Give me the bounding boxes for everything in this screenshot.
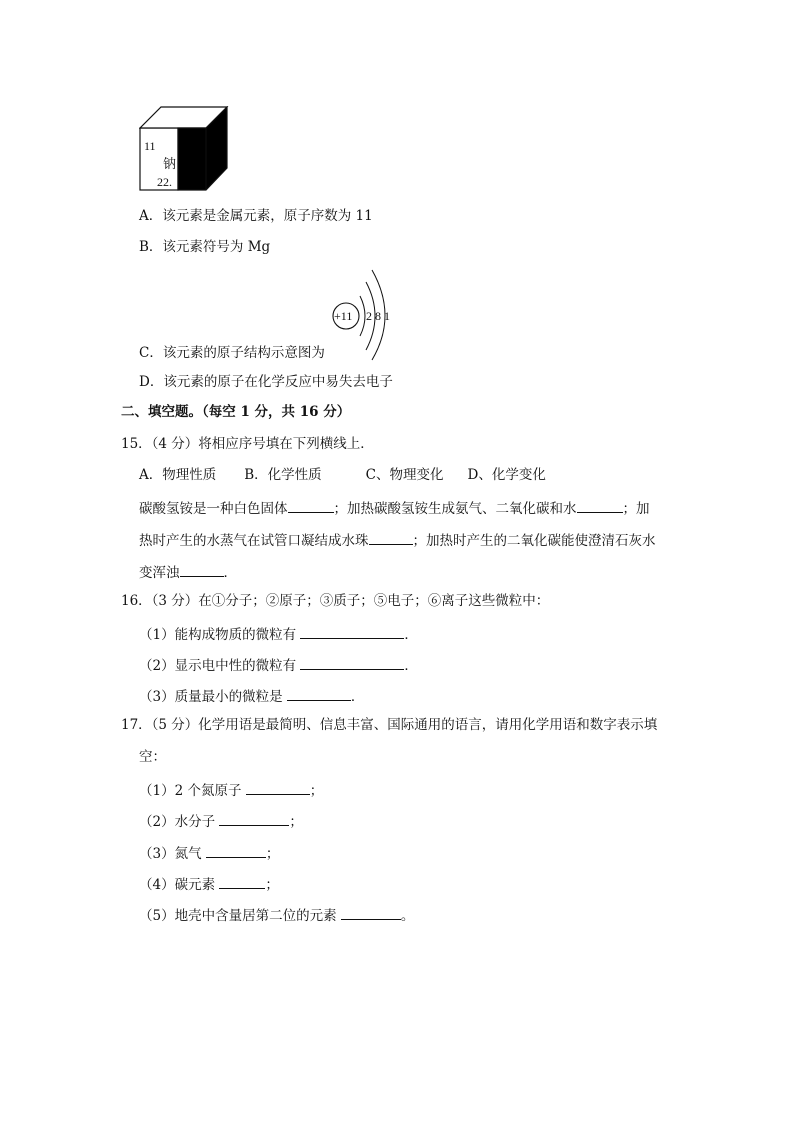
q17-blank-3[interactable] bbox=[206, 845, 266, 858]
q16-sub-1-end: ． bbox=[404, 627, 418, 643]
q17-stem-line-1: 17．（5 分）化学用语是最简明、信息丰富、国际通用的语言，请用化学用语和数字表示填 bbox=[121, 717, 658, 733]
q17-sub-3-end: ； bbox=[265, 846, 280, 862]
atom-nucleus-charge: +11 bbox=[334, 309, 353, 323]
q16-sub-2-end: ． bbox=[404, 658, 418, 674]
q17-sub-2-end: ； bbox=[289, 814, 303, 830]
q16-sub-1 bbox=[139, 626, 418, 643]
q15-line-1 bbox=[139, 500, 650, 517]
q16-sub-2 bbox=[139, 657, 418, 674]
q15-text-1b: ；加热碳酸氢铵生成氨气、二氧化碳和水 bbox=[333, 501, 577, 517]
q15-blank-4[interactable] bbox=[180, 564, 224, 577]
q17-blank-2[interactable] bbox=[219, 813, 289, 826]
q17-stem-line-2: 空： bbox=[139, 749, 166, 765]
q17-blank-1[interactable] bbox=[246, 782, 310, 795]
q17-sub-5 bbox=[139, 907, 414, 924]
q15-option-a: A．物理性质 bbox=[139, 467, 217, 483]
q17-sub-3-text: （3）氮气 bbox=[139, 846, 202, 862]
q17-sub-1 bbox=[139, 782, 323, 799]
q15-text-3b: ． bbox=[223, 565, 237, 581]
q15-line-3 bbox=[139, 564, 237, 581]
q14-option-d: D．该元素的原子在化学反应中易失去电子 bbox=[139, 374, 393, 390]
q15-blank-3[interactable] bbox=[369, 532, 413, 545]
q17-sub-5-text: （5）地壳中含量居第二位的元素 bbox=[139, 908, 337, 924]
q15-text-1c: ；加 bbox=[622, 501, 650, 517]
q14-option-c: C．该元素的原子结构示意图为 bbox=[139, 345, 325, 361]
q17-blank-5[interactable] bbox=[341, 907, 401, 920]
q16-sub-3 bbox=[139, 688, 364, 705]
q15-blank-2[interactable] bbox=[577, 500, 623, 513]
q15-blank-1[interactable] bbox=[288, 500, 334, 513]
q17-sub-4-end: ； bbox=[265, 877, 279, 893]
q15-option-d: D、化学变化 bbox=[467, 467, 546, 483]
q16-sub-1-text: （1）能构成物质的微粒有 bbox=[139, 627, 297, 643]
q17-sub-5-end: 。 bbox=[400, 908, 415, 924]
q16-sub-3-end: ． bbox=[350, 689, 365, 705]
q16-blank-1[interactable] bbox=[300, 626, 404, 639]
element-number: 11 bbox=[144, 139, 156, 153]
q15-text-3a: 变浑浊 bbox=[139, 565, 180, 581]
q15-options bbox=[139, 469, 546, 483]
q16-blank-2[interactable] bbox=[300, 657, 404, 670]
atom-structure-diagram bbox=[326, 262, 406, 362]
q17-sub-4-text: （4）碳元素 bbox=[139, 877, 216, 893]
q17-sub-1-end: ； bbox=[309, 783, 324, 799]
q16-sub-2-text: （2）显示电中性的微粒有 bbox=[139, 658, 297, 674]
q15-option-c: C、物理变化 bbox=[365, 467, 444, 483]
element-cube-figure bbox=[139, 106, 231, 194]
q15-text-1a: 碳酸氢铵是一种白色固体 bbox=[139, 501, 288, 517]
q17-sub-2 bbox=[139, 813, 303, 830]
q17-sub-2-text: （2）水分子 bbox=[139, 814, 216, 830]
q15-option-b: B．化学性质 bbox=[244, 467, 322, 483]
element-mass: 22. bbox=[157, 175, 172, 189]
q16-stem: 16．（3 分）在①分子；②原子；③质子；⑤电子；⑥离子这些微粒中： bbox=[121, 593, 550, 609]
q14-option-a: A．该元素是金属元素，原子序数为 11 bbox=[139, 208, 373, 224]
element-name: 钠 bbox=[163, 157, 177, 172]
q14-option-b: B．该元素符号为 Mg bbox=[139, 239, 271, 255]
q16-blank-3[interactable] bbox=[287, 688, 351, 701]
q17-sub-3 bbox=[139, 845, 279, 862]
atom-electron-shells: 2 8 1 bbox=[366, 309, 390, 323]
q15-text-2a: 热时产生的水蒸气在试管口凝结成水珠 bbox=[139, 533, 369, 549]
q17-blank-4[interactable] bbox=[219, 876, 265, 889]
q16-sub-3-text: （3）质量最小的微粒是 bbox=[139, 689, 283, 705]
q17-sub-1-text: （1）2 个氮原子 bbox=[139, 783, 242, 799]
q15-stem: 15．（4 分）将相应序号填在下列横线上． bbox=[121, 436, 374, 452]
q17-sub-4 bbox=[139, 876, 279, 893]
q15-line-2 bbox=[139, 532, 656, 549]
section-2-title: 二、填空题。（每空 1 分，共 16 分） bbox=[121, 404, 351, 420]
q15-text-2b: ；加热时产生的二氧化碳能使澄清石灰水 bbox=[412, 533, 656, 549]
